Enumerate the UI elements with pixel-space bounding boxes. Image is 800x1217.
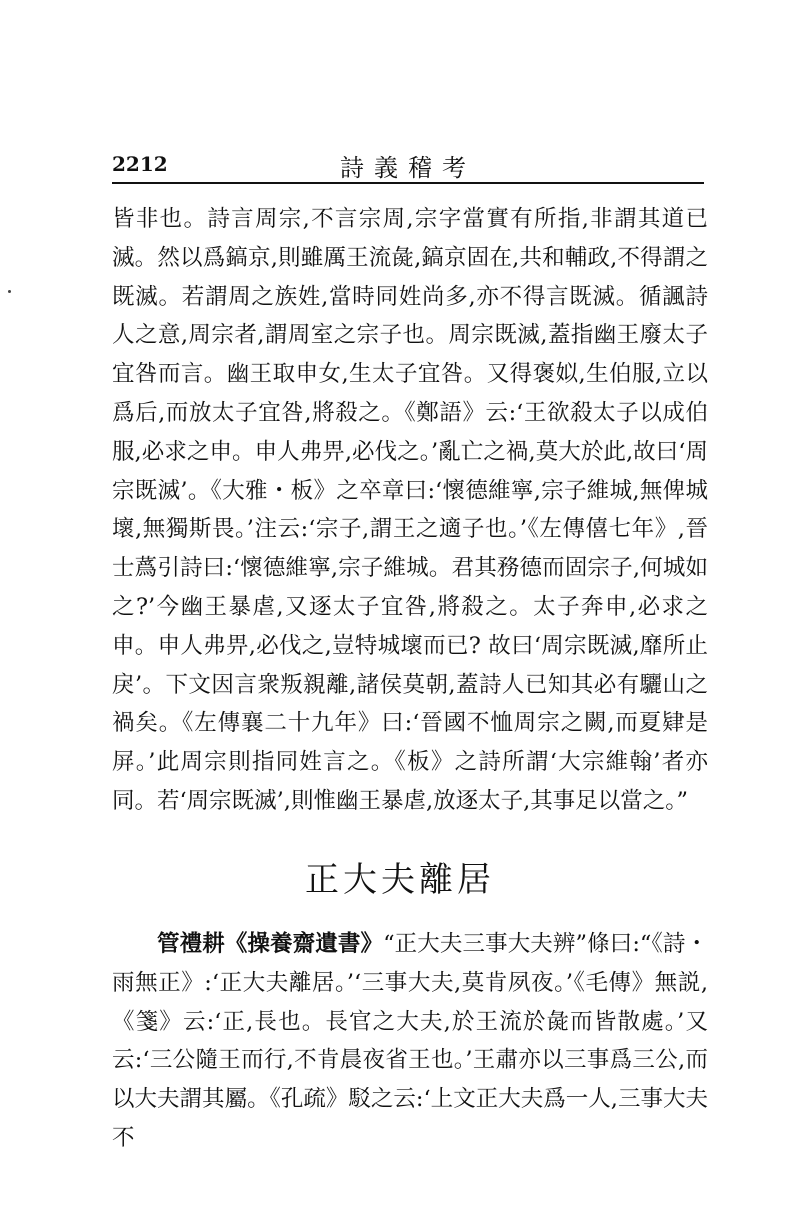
continued-paragraph: 皆非也。詩言周宗,不言宗周,宗字當實有所指,非謂其道已滅。然以爲鎬京,則雖厲王流彘,鎬京固在,共和輔政,不得謂之既滅。若謂周之族姓,當時同姓尚多,亦不得言既滅。循諷詩人之意,周宗者,謂周室之宗子也。周宗既滅,蓋指幽王廢太子宜咎而言。幽王取申女,生太子宜咎。又得褒姒,生伯服,立以爲后,而放太子宜咎,將殺之。《鄭語》云:‘王欲殺太子以成伯服,必求之申。申人弗畀,必伐之。’亂亡之禍,莫大於此,故曰‘周宗既滅’。《大雅・板》之卒章曰:‘懷德維寧,宗子維城,無俾城壞,無獨斯畏。’注云:‘宗子,謂王之適子也。’《左傳僖七年》,晉士蔿引詩曰:‘懷德維寧,宗子維城。君其務德而固宗子,何城如之?’今幽王暴虐,又逐太子宜咎,將殺之。太子奔申,必求之申。申人弗畀,必伐之,豈特城壞而已? 故曰‘周宗既滅,靡所止戾’。下文因言衆叛親離,諸侯莫朝,蓋詩人已知其必有驪山之禍矣。《左傳襄二十九年》曰:‘晉國不恤周宗之闕,而夏肄是屏。’此周宗則指同姓言之。《板》之詩所謂‘大宗維翰’者亦同。若‘周宗既滅’,則惟幽王暴虐,放逐太子,其事足以當之。” <box>112 206 708 814</box>
section-title: 正大夫離居 <box>305 860 495 900</box>
source-citation: 管禮耕《操養齋遺書》 <box>157 931 384 957</box>
section-paragraph-text: “正大夫三事大夫辨”條曰:“《詩・雨無正》:‘正大夫離居。’‘三事大夫,莫肯夙夜。’《毛傳》無説,《箋》云:‘正,長也。長官之大夫,於王流於彘而皆散處。’又云:‘三公隨王而行,不肯晨夜省王也。’王肅亦以三事爲三公,而以大夫謂其屬。《孔疏》駁之云:‘上文正大夫爲一人,三事大夫不 <box>112 931 708 1151</box>
margin-speck <box>8 290 11 293</box>
page-header <box>112 138 704 184</box>
section-paragraph <box>112 925 708 1158</box>
running-title: 詩義稽考 <box>340 154 476 182</box>
body-text <box>112 200 708 821</box>
page-number: 2212 <box>112 152 168 176</box>
section-body <box>112 925 708 1158</box>
